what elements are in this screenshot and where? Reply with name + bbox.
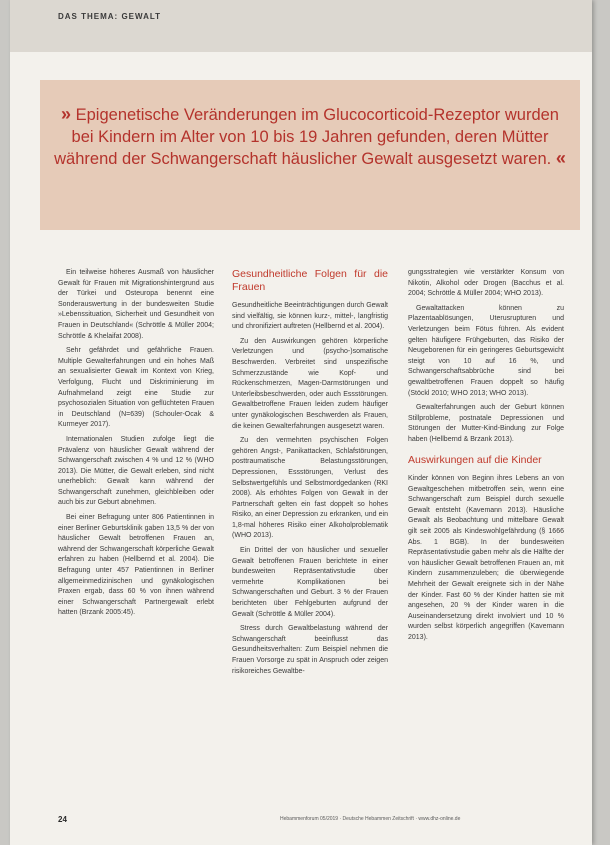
paragraph: gungsstrategien wie verstärkter Konsum von Nikotin, Alkohol oder Drogen (Bacchus et al. 2004; Schröttle & Müller 2004; WHO 2013).	[408, 269, 564, 298]
paragraph: Kinder können von Beginn ihres Lebens an von Gewaltgeschehen mitbetroffen sein, wenn eine Schwangerschaft zum Beispiel durch sexuelle Gewalt entsteht (Kavemann 2013). Häusliche Gewalt als Beobachtung und mittelbare Gewalt gilt seit 2005 als Kindeswohlgefährdung (§ 1666 Abs. 1 BGB). In der bundesweiten Repräsentativstudie gaben mehr als die Hälfte der von häuslicher Gewalt betroffenen Frauen an, mit Kindern zusammenzuleben; die überwiegende Mehrheit der Gewalt ereignete sich in der Nähe der Kinder. Fast 60 % der Kinder hatten sie mit angesehen, 20 % der Kinder waren in die Auseinandersetzung direkt involviert und 10 % wurden selbst körperlich angegriffen (Kavemann 2013).	[408, 475, 564, 641]
paragraph: Zu den Auswirkungen gehören körperliche Verletzungen und (psycho-)somatische Beschwerden. Verbreitet sind unspezifische Schmerzzustände wie Kopf- und Rückenschmerzen, Magen-Darmstörungen und Unterleibsbeschwerden, oder auch Essstörungen. Gewaltbetroffene Frauen leiden zudem häufiger unter gynäkologischen Beschwerden als Frauen, die keinen Gewalterfahrungen ausgesetzt waren.	[232, 337, 388, 430]
header-band	[10, 0, 592, 52]
subheading-health-consequences: Gesundheitliche Folgen für die Frauen	[232, 268, 388, 293]
text-column-2	[232, 268, 388, 681]
paragraph: Ein Drittel der von häuslicher und sexueller Gewalt betroffenen Frauen berichtete in einer bundesweiten Repräsentativstudie über vermehrte Komplikationen bei Schwangerschaften und Geburt. 3 % der Frauen berichteten über Fehlgeburten aufgrund der Gewalt (Schröttle & Müller 2004).	[232, 547, 388, 618]
page-footer	[10, 815, 592, 827]
paragraph: Zu den vermehrten psychischen Folgen gehören Angst-, Panikattacken, Schlafstörungen, posttraumatische Belastungsstörungen, Depressionen, Essstörungen, Verlust des Selbstwertgefühls und Selbstmordgedanken (RKI 2008). Als erhöhtes Folgen von Gewalt in der Partnerschaft gelten ein fast doppelt so hohes Risiko, an einer Depression zu erkranken, und ein 1,8-mal höheres Risiko einer Alkoholproblematik (WHO 2013).	[232, 437, 388, 540]
magazine-page	[10, 0, 592, 845]
section-label: DAS THEMA: GEWALT	[58, 12, 162, 21]
footer-running-text: Hebammenforum 05/2019 · Deutsche Hebammen Zeitschrift · www.dhz-online.de	[280, 816, 461, 822]
pull-quote	[50, 104, 570, 171]
paragraph: Gewaltattacken können zu Plazentaablösungen, Uterusrupturen und Verletzungen beim Fötus führen. Als evident gelten häufigere Frühgeburten, das Risiko der Neugeborenen für ein geringeres Geburtsgewicht steigt von 10 auf 16 %, und Schwangerschaftsabbrüche sind bei gewaltbetroffenen Frauen doppelt so häufig (Stöckl 2010; WHO 2013; WHO 2013).	[408, 304, 564, 397]
text-column-3	[408, 268, 564, 648]
subheading-effects-on-children: Auswirkungen auf die Kinder	[408, 453, 542, 466]
paragraph: Bei einer Befragung unter 806 Patientinnen in einer Berliner Geburtsklinik gaben 13,5 % der von häuslicher Gewalt betroffenen Frauen an, während der Schwangerschaft körperliche Gewalt erfahren zu haben (Hellbernd et al. 2004). Die Befragung unter 457 Patientinnen in Berliner allgemeinmedizinischen und gynäkologischen Praxen ergab, dass 60 % von ihnen während einer Schwangerschaft Partnergewalt erlebt hatten (Brzank 2005:45).	[58, 514, 214, 617]
quote-open-mark: »	[61, 104, 72, 124]
paragraph: Gewalterfahrungen auch der Geburt können Stillprobleme, postnatale Depressionen und Störungen der Mutter-Kind-Bindung zur Folge haben (Hellbernd & Brzank 2013).	[408, 404, 564, 443]
paragraph: Stress durch Gewaltbelastung während der Schwangerschaft beeinflusst das Gesundheitsverhalten: Zum Beispiel nehmen die Frauen Vorsorge zu spät in Anspruch oder zeigen risikoreiches Gewaltbe-	[232, 625, 388, 675]
text-column-1	[58, 268, 214, 623]
pull-quote-text: Epigenetische Veränderungen im Glucocorticoid-Rezeptor wurden bei Kindern im Alter von 10 bis 19 Jahren gefunden, deren Mütter während der Schwangerschaft häuslicher Gewalt ausgesetzt waren.	[54, 106, 559, 168]
page-number: 24	[58, 815, 67, 824]
paragraph: Ein teilweise höheres Ausmaß von häuslicher Gewalt für Frauen mit Migrationshintergrund aus der Türkei und Osteuropa benennt eine Sonderauswertung in der bundesweiten Studie »Lebenssituation, Sicherheit und Gesundheit von Frauen in Deutschland« (Schröttle & Müller 2004; Schröttle & Khelaifat 2008).	[58, 269, 214, 340]
paragraph: Gesundheitliche Beeinträchtigungen durch Gewalt sind vielfältig, sie können kurz-, mittel-, langfristig und chronifiziert auftreten (Hellbernd et al. 2004).	[232, 302, 388, 331]
quote-close-mark: «	[555, 148, 566, 168]
paragraph: Internationalen Studien zufolge liegt die Prävalenz von häuslicher Gewalt während der Schwangerschaft zwischen 4 % und 12 % (WHO 2013). Die Mütter, die Gewalt erleben, sind nicht unerheblich: Gewalt kann während der Schwangerschaft zunehmen, gleichbleiben oder auch bis zur Geburt abnehmen.	[58, 435, 214, 507]
paragraph: Sehr gefährdet und gefährliche Frauen. Multiple Gewalterfahrungen und ein hohes Maß an sexualisierter Gewalt im Kontext von Krieg, Verfolgung, Flucht und Diskriminierung im Aufnahmeland zeigt eine Studie zur psychosozialen Situation von geflüchteten Frauen in Deutschland (N=639) (Schouler-Ocak & Kurmeyer 2017).	[58, 347, 214, 429]
